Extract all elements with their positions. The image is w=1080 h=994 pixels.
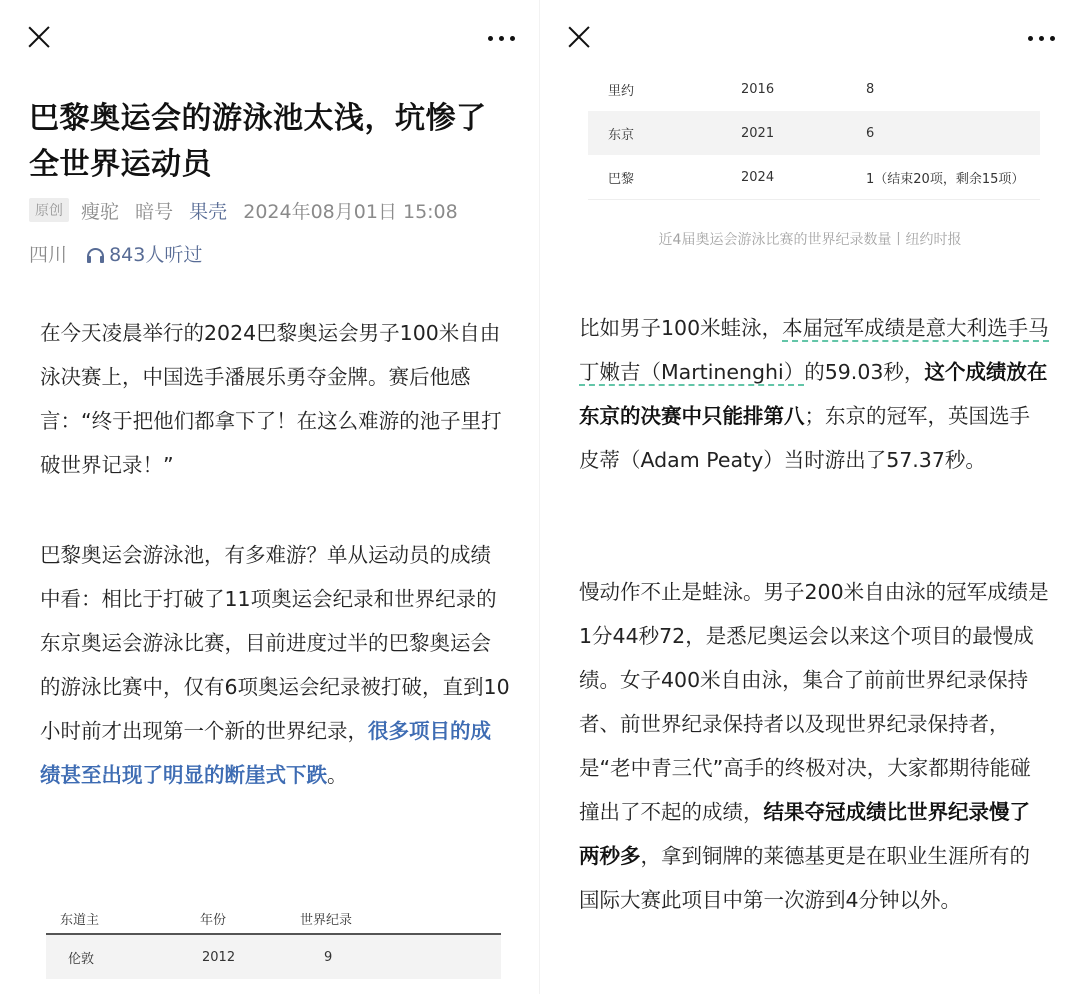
table-header-records: 世界纪录 xyxy=(300,903,501,934)
table-cell-records: 8 xyxy=(866,81,875,97)
paragraph-4-text: 慢动作不止是蛙泳。男子200米自由泳的冠军成绩是1分44秒72，是悉尼奥运会以来这个项目的最慢成绩。女子400米自由泳，集合了前前世界纪录保持者、前世界纪录保持者以及现世界纪录保持者，是“老中青三代”高手的终极对决，大家都期待能碰撞出了不起的成绩， xyxy=(579,580,1049,824)
location: 四川 xyxy=(29,244,68,266)
paragraph-2-end: 。 xyxy=(327,763,348,787)
table-header-host: 东道主 xyxy=(46,903,200,934)
table-cell-records: 1（结束20项，剩余15项） xyxy=(866,155,1040,200)
paragraph-4-text-2: ，拿到铜牌的莱德基更是在职业生涯所有的国际大赛此项目中第一次游到4分钟以外。 xyxy=(579,844,1030,912)
headphones-icon xyxy=(87,248,103,262)
paragraph-4 xyxy=(579,570,1049,922)
table-cell-year: 2012 xyxy=(200,934,300,979)
table-cell-year: 2016 xyxy=(741,81,775,97)
world-records-table xyxy=(46,903,501,979)
table-cell-records: 9 xyxy=(300,934,501,979)
paragraph-3-text-3: ；东京的冠军，英国选手皮蒂（Adam Peaty）当时游出了57.37秒。 xyxy=(579,404,1030,472)
table-cell-host: 东京 xyxy=(588,111,741,155)
table-row xyxy=(588,67,1040,111)
article-meta xyxy=(29,197,458,227)
paragraph-2-text: 巴黎奥运会游泳池，有多难游？单从运动员的成绩中看：相比于打破了11项奥运会纪录和世界纪录的东京奥运会游泳比赛，目前进度过半的巴黎奥运会的游泳比赛中，仅有6项奥运会纪录被打破，直到10小时前才出现第一个新的世界纪录， xyxy=(40,543,510,743)
publish-datetime: 2024年08月01日 15:08 xyxy=(243,201,458,223)
more-options-icon[interactable] xyxy=(1028,36,1056,42)
paragraph-2 xyxy=(40,533,510,797)
close-icon[interactable] xyxy=(28,26,50,48)
table-cell-host: 伦敦 xyxy=(46,934,200,979)
table-row xyxy=(588,111,1040,155)
article-title: 巴黎奥运会的游泳池太浅，坑惨了全世界运动员 xyxy=(29,101,487,182)
top-bar xyxy=(540,0,1080,70)
right-article-panel xyxy=(540,0,1080,994)
table-cell-host: 里约 xyxy=(608,83,635,99)
close-icon[interactable] xyxy=(568,26,590,48)
table-cell-year: 2021 xyxy=(741,111,866,155)
top-bar xyxy=(0,0,540,70)
paragraph-1: 在今天凌晨举行的2024巴黎奥运会男子100米自由泳决赛上，中国选手潘展乐勇夺金牌。赛后他感言：“终于把他们都拿下了！在这么难游的池子里打破世界记录！” xyxy=(40,321,502,477)
account-link[interactable]: 果壳 xyxy=(189,201,228,223)
annotated-link[interactable]: 本届冠军成绩是意大利选手马丁嫩吉（Martinenghi） xyxy=(579,316,1049,384)
hashtag-label: 暗号 xyxy=(135,201,174,223)
table-row xyxy=(46,934,501,979)
table-caption: 近4届奥运会游泳比赛的世界纪录数量丨纽约时报 xyxy=(658,232,962,248)
world-records-table-continued xyxy=(588,67,1040,200)
table-row xyxy=(588,155,1040,200)
table-cell-host: 巴黎 xyxy=(588,155,741,200)
article-meta-secondary xyxy=(29,240,202,268)
paragraph-3-text: 比如男子100米蛙泳， xyxy=(579,316,783,340)
table-cell-year: 2024 xyxy=(741,155,866,200)
original-badge: 原创 xyxy=(29,198,69,222)
table-header-year: 年份 xyxy=(200,903,300,934)
paragraph-3 xyxy=(579,306,1049,482)
bold-text: 结果夺冠成绩比世界纪录慢了两秒多 xyxy=(579,800,1030,868)
author-name: 瘦驼 xyxy=(81,201,120,223)
table-header-row xyxy=(46,903,501,934)
table-cell-records: 6 xyxy=(866,111,1040,155)
listen-count: 843人听过 xyxy=(109,244,203,266)
listen-button[interactable] xyxy=(87,244,202,266)
highlight-text: 很多项目的成绩甚至出现了明显的断崖式下跌 xyxy=(40,719,491,787)
bold-text: 这个成绩放在东京的决赛中只能排第八 xyxy=(579,360,1048,428)
paragraph-3-text-2: 的59.03秒， xyxy=(804,360,925,384)
more-options-icon[interactable] xyxy=(488,36,516,42)
